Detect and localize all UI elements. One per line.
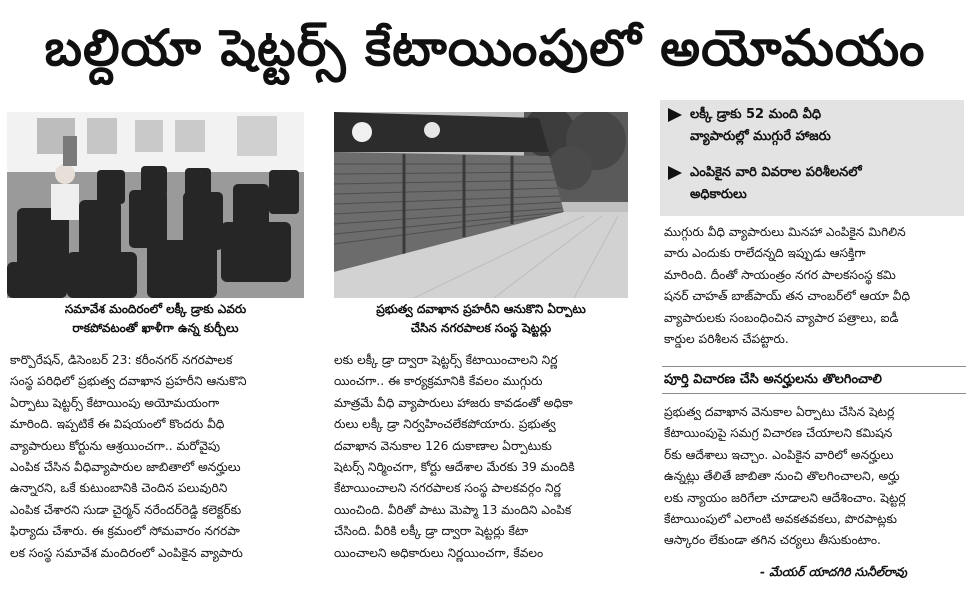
photo-shutters — [334, 112, 628, 298]
highlights-box — [660, 100, 964, 216]
photo-empty-meeting-hall — [7, 112, 304, 298]
headline: బల్దియా షెట్టర్స్ కేటాయింపులో అయోమయం — [44, 19, 926, 77]
divider — [662, 393, 966, 394]
article-column-right-top: ముగ్గురు వీధి వ్యాపారులు మినహా ఎంపికైన మిగిలిన వారు ఎందుకు రాలేదన్నది ఇప్పుడు ఆసక్తిగా మారింది. దీంతో సాయంత్రం నగర పాలకసంస్థ కమి షనర్ చాహత్ బాజ్‌పాయ్ తన చాంబర్‌లో ఆయా వీధి వ్యాపారులకు సంబంధించిన వ్యాపార పత్రాలు, ఐడీ కార్డుల పరిశీలన చేపట్టారు. — [664, 225, 911, 347]
bullet-icon — [668, 166, 682, 180]
photo-caption-middle: ప్రభుత్వ దవాఖాన ప్రహరీని ఆనుకొని ఏర్పాటు చేసిన నగరపాలక సంస్థ షెట్టర్లు — [376, 302, 586, 335]
highlight-item-2: ఎంపికైన వారి వివరాల పరిశీలనలో అధికారులు — [690, 162, 862, 206]
article-column-middle: లకు లక్కీ డ్రా ద్వారా షెట్టర్స్ కేటాయించాలని నిర్ణ యించగా.. ఈ కార్యక్రమానికి కేవలం ముగ్గురు మాత్రమే వీధి వ్యాపారులు హాజరు కావడంతో అధికా రులు లక్కీ డ్రా నిర్వహించలేకపోయారు. ప్రభుత్వ దవాఖాన వెనుకాల 126 దుకాణాల ఏర్పాటుకు షెటర్స్ నిర్మించగా, కోర్టు ఆదేశాల మేరకు 39 మందికి కేటాయించాలని నగరపాలక సంస్థ పాలకవర్గం నిర్ణ యించింది. వీరితో పాటు మెప్మా 13 మందిని ఎంపిక చేసింది. వీరికి లక్కీ డ్రా ద్వారా షెట్టర్లు కేటా యించాలని అధికారులు నిర్ణయించగా, కేవలం — [334, 353, 575, 560]
article-column-right-bottom: ప్రభుత్వ దవాఖాన వెనుకాల ఏర్పాటు చేసిన షెటర్ల కేటాయింపుపై సమగ్ర విచారణ చేయాలని కమిషన ర్‌కు ఆదేశాలు ఇచ్చాం. ఎంపికైన వారిలో అనర్హులు ఉన్నట్లు తేలితే జాబితా నుంచి తొలగించాలని, అర్హు లకు న్యాయం జరిగేలా చూడాలని ఆదేశించాం. షెట్టర్ల కేటాయింపులో ఎలాంటి అవకతవకలు, పొరపాట్లకు ఆస్కారం లేకుండా తగిన చర్యలు తీసుకుంటాం. — [664, 405, 906, 548]
highlight-item-1: లక్కీ డ్రాకు 52 మంది వీధి వ్యాపారుల్లో ముగ్గురే హాజరు — [690, 104, 831, 148]
photo-caption-left: సమావేశ మందిరంలో లక్కీ డ్రాకు ఎవరు రాకపోవటంతో ఖాళీగా ఉన్న కుర్చీలు — [64, 302, 247, 335]
divider — [662, 366, 966, 367]
bullet-icon — [668, 108, 682, 122]
subheading: పూర్తి విచారణ చేసి అనర్హులను తొలగించాలి — [664, 372, 882, 387]
signature-quote-author: - మేయర్ యాదగిరి సునీల్‌రావు — [760, 565, 907, 579]
article-column-left: కార్పొరేషన్, డిసెంబర్ 23: కరీంనగర్ నగరపాలక సంస్థ పరిధిలో ప్రభుత్వ దవాఖాన ప్రహరీని ఆనుకొని ఏర్పాటు షెట్టర్స్ కేటాయింపు అయోమయంగా మారింది. ఇప్పటికే ఈ విషయంలో కొందరు వీధి వ్యాపారులు కోర్టును ఆశ్రయించగా.. మరోవైపు ఎంపిక చేసిన వీధివ్యాపారుల జాబితాలో అనర్హులు ఉన్నారని, ఒకే కుటుంబానికి చెందిన పలువురిని ఎంపిక చేశారని సుడా చైర్మన్ నరేందర్‌రెడ్డి కలెక్టర్‌కు ఫిర్యాదు చేశారు. ఈ క్రమంలో సోమవారం నగరపా లక సంస్థ సమావేశ మందిరంలో ఎంపికైన వ్యాపారు — [10, 353, 247, 560]
